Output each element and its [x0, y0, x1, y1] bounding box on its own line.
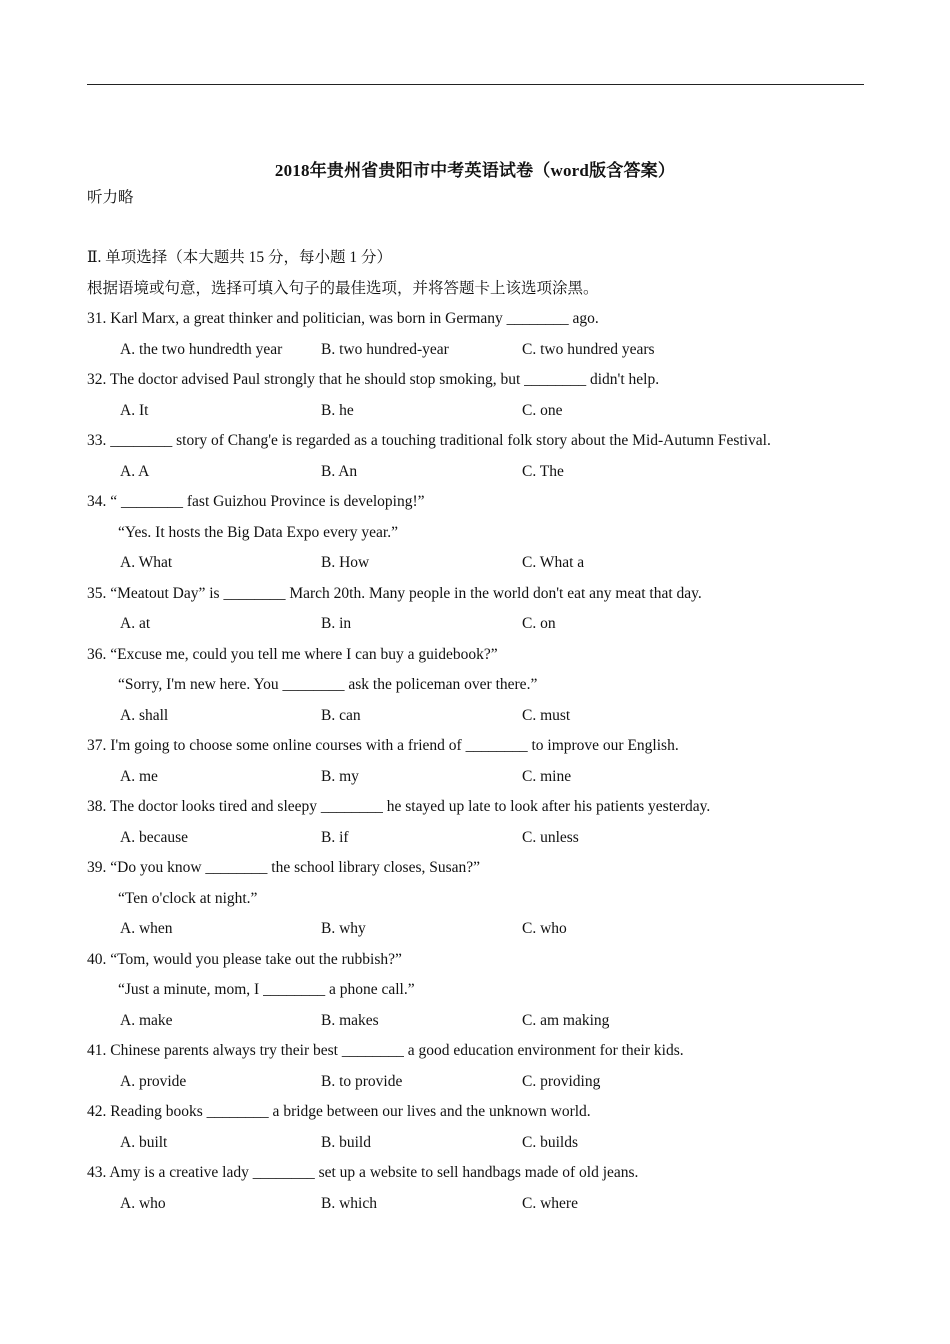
answer-option: B. which [321, 1194, 377, 1212]
answer-option: A. built [120, 1133, 168, 1151]
page-title: 2018年贵州省贵阳市中考英语试卷（word版含答案） [274, 161, 676, 180]
answer-option: B. build [321, 1133, 371, 1151]
answer-option: B. How [321, 554, 370, 571]
question-stem: 34. “ ________ fast Guizhou Province is developing!” [87, 493, 425, 510]
question-stem: 33. ________ story of Chang'e is regarded as a touching traditional folk story about the Mid-Autumn Festival. [87, 432, 771, 449]
question-stem: 41. Chinese parents always try their best ________ a good education environment for their kids. [87, 1042, 684, 1059]
question-reply: “Yes. It hosts the Big Data Expo every year.” [118, 523, 398, 541]
question-stem: 35. “Meatout Day” is ________ March 20th. Many people in the world don't eat any meat that day. [87, 584, 702, 602]
answer-option: B. why [321, 920, 366, 937]
answer-option: A. It [120, 401, 149, 419]
question-stem: 43. Amy is a creative lady ________ set up a website to sell handbags made of old jeans. [87, 1164, 639, 1181]
question-stem: 37. I'm going to choose some online courses with a friend of ________ to improve our English. [87, 737, 679, 754]
answer-option: C. The [522, 462, 564, 480]
question-reply: “Just a minute, mom, I ________ a phone call.” [118, 981, 415, 998]
answer-option: A. make [120, 1011, 173, 1029]
answer-option: A. who [120, 1194, 166, 1212]
question-stem: 32. The doctor advised Paul strongly that he should stop smoking, but ________ didn't help. [87, 371, 660, 388]
answer-option: C. two hundred years [522, 340, 655, 358]
answer-option: C. providing [522, 1072, 601, 1090]
answer-option: B. makes [321, 1011, 379, 1029]
question-stem: 38. The doctor looks tired and sleepy ________ he stayed up late to look after his patients yesterday. [87, 798, 711, 815]
answer-option: C. on [522, 615, 556, 632]
listening-note: 听力略 [87, 189, 134, 206]
question-reply: “Sorry, I'm new here. You ________ ask the policeman over there.” [118, 676, 538, 693]
question-stem: 36. “Excuse me, could you tell me where I can buy a guidebook?” [87, 645, 498, 663]
question-stem: 39. “Do you know ________ the school library closes, Susan?” [87, 859, 481, 876]
answer-option: A. at [120, 615, 151, 632]
answer-option: C. unless [522, 828, 579, 846]
section-instruction: 根据语境或句意，选择可填入句子的最佳选项，并将答题卡上该选项涂黑。 [87, 280, 599, 297]
answer-option: C. mine [522, 767, 572, 785]
answer-option: A. when [120, 920, 173, 937]
answer-option: B. two hundred-year [321, 340, 449, 358]
answer-option: A. provide [120, 1072, 187, 1090]
answer-option: C. one [522, 401, 563, 419]
answer-option: C. What a [522, 554, 585, 571]
answer-option: A. the two hundredth year [120, 340, 283, 358]
section-heading: Ⅱ. 单项选择（本大题共 15 分，每小题 1 分） [87, 249, 393, 266]
header-rule [87, 84, 864, 85]
answer-option: B. in [321, 615, 352, 632]
question-stem: 31. Karl Marx, a great thinker and politician, was born in Germany ________ ago. [87, 310, 599, 327]
answer-option: B. if [321, 828, 349, 846]
question-stem: 40. “Tom, would you please take out the rubbish?” [87, 950, 402, 968]
answer-option: A. shall [120, 706, 169, 724]
answer-option: A. A [120, 462, 150, 480]
answer-option: B. An [321, 462, 358, 480]
question-reply: “Ten o'clock at night.” [118, 889, 258, 907]
answer-option: C. am making [522, 1011, 610, 1029]
answer-option: A. because [120, 828, 188, 846]
answer-option: A. me [120, 767, 158, 785]
answer-option: A. What [120, 554, 173, 571]
answer-option: B. my [321, 767, 359, 785]
answer-option: C. builds [522, 1133, 578, 1151]
answer-option: B. to provide [321, 1072, 403, 1090]
answer-option: B. can [321, 706, 361, 724]
answer-option: C. must [522, 706, 571, 724]
answer-option: C. who [522, 920, 567, 937]
question-stem: 42. Reading books ________ a bridge between our lives and the unknown world. [87, 1103, 591, 1120]
answer-option: C. where [522, 1194, 578, 1212]
answer-option: B. he [321, 401, 354, 419]
